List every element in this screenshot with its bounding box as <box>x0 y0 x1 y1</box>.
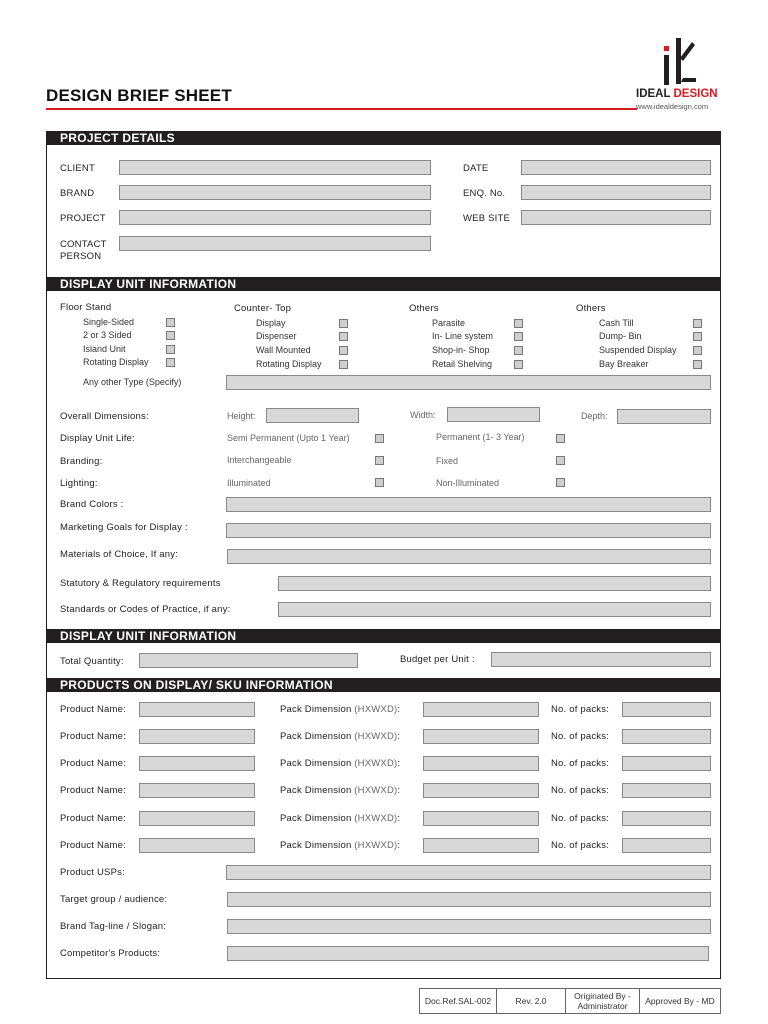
semi-permanent-label: Semi Permanent (Upto 1 Year) <box>227 433 350 443</box>
pack-dimension-field[interactable] <box>423 702 539 717</box>
other-type-label: Any other Type (Specify) <box>83 377 182 387</box>
checkbox-interchangeable[interactable] <box>375 456 384 465</box>
ideal-design-logo-icon <box>660 36 702 86</box>
option-label: Retail Shelving <box>432 359 493 369</box>
product-name-label: Product Name: <box>60 785 126 796</box>
pack-dimension-unit: (HXWXD) <box>354 813 398 824</box>
checkbox-retail-shelving[interactable] <box>514 360 523 369</box>
statutory-label: Statutory & Regulatory requirements <box>60 578 221 589</box>
logo-word-ideal: IDEAL <box>636 88 671 100</box>
height-label: Height: <box>227 411 256 421</box>
project-field[interactable] <box>119 210 431 225</box>
tagline-field[interactable] <box>227 919 711 934</box>
checkbox-parasite[interactable] <box>514 319 523 328</box>
product-name-label: Product Name: <box>60 758 126 769</box>
branding-label: Branding: <box>60 456 103 467</box>
checkbox-semi-permanent[interactable] <box>375 434 384 443</box>
checkbox-shop-in-shop[interactable] <box>514 346 523 355</box>
pack-dimension-text: Pack Dimension <box>280 704 352 715</box>
height-field[interactable] <box>266 408 359 423</box>
product-name-field[interactable] <box>139 783 255 798</box>
illuminated-label: Illuminated <box>227 478 271 488</box>
website-field[interactable] <box>521 210 711 225</box>
no-of-packs-field[interactable] <box>622 756 711 771</box>
option-label: Rotating Display <box>256 359 322 369</box>
checkbox-dispenser[interactable] <box>339 332 348 341</box>
no-of-packs-field[interactable] <box>622 783 711 798</box>
option-label: Bay Breaker <box>599 359 649 369</box>
pack-dimension-colon: : <box>397 704 401 715</box>
pack-dimension-field[interactable] <box>423 756 539 771</box>
pack-dimension-label <box>280 704 400 715</box>
total-quantity-label: Total Quantity: <box>60 656 124 667</box>
checkbox-non-illuminated[interactable] <box>556 478 565 487</box>
logo-url: www.idealdesign.com <box>636 102 709 111</box>
option-label: Dump- Bin <box>599 331 642 341</box>
originated-box: Originated By - Administrator <box>565 988 640 1014</box>
client-field[interactable] <box>119 160 431 175</box>
target-group-label: Target group / audience: <box>60 894 168 905</box>
pack-dimension-label <box>280 813 400 824</box>
checkbox-cash-till[interactable] <box>693 319 702 328</box>
pack-dimension-field[interactable] <box>423 729 539 744</box>
counter-top-header: Counter- Top <box>234 303 292 314</box>
competitors-label: Competitor's Products: <box>60 948 161 959</box>
option-label: Parasite <box>432 318 466 328</box>
overall-dimensions-label: Overall Dimensions: <box>60 411 149 422</box>
section-project-details: PROJECT DETAILS <box>47 131 721 145</box>
checkbox-permanent[interactable] <box>556 434 565 443</box>
option-label: Display <box>256 318 286 328</box>
lighting-label: Lighting: <box>60 478 98 489</box>
no-of-packs-label: No. of packs: <box>551 704 610 715</box>
pack-dimension-label <box>280 840 400 851</box>
pack-dimension-unit: (HXWXD) <box>354 731 398 742</box>
brand-label: BRAND <box>60 188 95 199</box>
pack-dimension-colon: : <box>397 758 401 769</box>
pack-dimension-unit: (HXWXD) <box>354 785 398 796</box>
no-of-packs-field[interactable] <box>622 702 711 717</box>
total-quantity-field[interactable] <box>139 653 358 668</box>
competitors-field[interactable] <box>227 946 709 961</box>
section-display-unit-info-2: DISPLAY UNIT INFORMATION <box>47 629 721 643</box>
standards-field[interactable] <box>278 602 711 617</box>
option-label: Dispenser <box>256 331 297 341</box>
checkbox-display[interactable] <box>339 319 348 328</box>
brand-colors-field[interactable] <box>226 497 711 512</box>
brand-colors-label: Brand Colors : <box>60 499 124 510</box>
doc-ref-box: Doc.Ref.SAL-002 <box>419 988 497 1014</box>
enq-field[interactable] <box>521 185 711 200</box>
client-label: CLIENT <box>60 163 95 174</box>
no-of-packs-field[interactable] <box>622 811 711 826</box>
marketing-goals-label: Marketing Goals for Display : <box>60 522 188 533</box>
budget-label: Budget per Unit : <box>400 654 475 665</box>
product-name-field[interactable] <box>139 811 255 826</box>
fixed-label: Fixed <box>436 456 459 466</box>
section-display-unit-info: DISPLAY UNIT INFORMATION <box>47 277 721 291</box>
pack-dimension-field[interactable] <box>423 811 539 826</box>
marketing-goals-field[interactable] <box>226 523 711 538</box>
pack-dimension-text: Pack Dimension <box>280 813 352 824</box>
option-label: 2 or 3 Sided <box>83 330 132 340</box>
option-label: Single-Sided <box>83 317 135 327</box>
option-label: Wall Mounted <box>256 345 311 355</box>
standards-label: Standards or Codes of Practice, if any: <box>60 604 231 615</box>
product-name-label: Product Name: <box>60 840 126 851</box>
no-of-packs-label: No. of packs: <box>551 758 610 769</box>
enq-label: ENQ. No. <box>463 188 506 199</box>
no-of-packs-field[interactable] <box>622 729 711 744</box>
product-name-field[interactable] <box>139 838 255 853</box>
pack-dimension-label <box>280 785 400 796</box>
section-products: PRODUCTS ON DISPLAY/ SKU INFORMATION <box>47 678 721 692</box>
checkbox-in-line-system[interactable] <box>514 332 523 341</box>
checkbox-floor-rotating-display[interactable] <box>166 358 175 367</box>
pack-dimension-field[interactable] <box>423 783 539 798</box>
logo-wordmark <box>636 88 718 100</box>
pack-dimension-text: Pack Dimension <box>280 758 352 769</box>
checkbox-suspended-display[interactable] <box>693 346 702 355</box>
pack-dimension-text: Pack Dimension <box>280 840 352 851</box>
checkbox-illuminated[interactable] <box>375 478 384 487</box>
others-header-2: Others <box>576 303 606 314</box>
product-name-field[interactable] <box>139 756 255 771</box>
depth-field[interactable] <box>617 409 711 424</box>
website-label: WEB SITE <box>463 213 510 224</box>
pack-dimension-unit: (HXWXD) <box>354 840 398 851</box>
date-field[interactable] <box>521 160 711 175</box>
pack-dimension-label <box>280 758 400 769</box>
checkbox-dump-bin[interactable] <box>693 332 702 341</box>
approved-box: Approved By - MD <box>639 988 721 1014</box>
no-of-packs-label: No. of packs: <box>551 840 610 851</box>
checkbox-single-sided[interactable] <box>166 318 175 327</box>
title-underline <box>46 108 637 110</box>
width-field[interactable] <box>447 407 540 422</box>
interchangeable-label: Interchangeable <box>227 455 292 465</box>
target-group-field[interactable] <box>227 892 711 907</box>
contact-label-line2: PERSON <box>60 251 102 262</box>
pack-dimension-text: Pack Dimension <box>280 785 352 796</box>
checkbox-fixed[interactable] <box>556 456 565 465</box>
floor-stand-header: Floor Stand <box>60 302 112 313</box>
pack-dimension-colon: : <box>397 813 401 824</box>
page-title: DESIGN BRIEF SHEET <box>46 86 232 105</box>
option-label: Cash Till <box>599 318 634 328</box>
no-of-packs-field[interactable] <box>622 838 711 853</box>
pack-dimension-label <box>280 731 400 742</box>
no-of-packs-label: No. of packs: <box>551 731 610 742</box>
product-usps-label: Product USPs: <box>60 867 125 878</box>
pack-dimension-colon: : <box>397 785 401 796</box>
product-name-label: Product Name: <box>60 731 126 742</box>
project-label: PROJECT <box>60 213 106 224</box>
no-of-packs-label: No. of packs: <box>551 785 610 796</box>
depth-label: Depth: <box>581 411 608 421</box>
date-label: DATE <box>463 163 489 174</box>
checkbox-2-or-3-sided[interactable] <box>166 331 175 340</box>
materials-label: Materials of Choice, If any: <box>60 549 179 560</box>
statutory-field[interactable] <box>278 576 711 591</box>
tagline-label: Brand Tag-line / Slogan: <box>60 921 167 932</box>
width-label: Width: <box>410 410 436 420</box>
others-header: Others <box>409 303 439 314</box>
checkbox-bay-breaker[interactable] <box>693 360 702 369</box>
option-label: Shop-in- Shop <box>432 345 490 355</box>
pack-dimension-field[interactable] <box>423 838 539 853</box>
revision-box: Rev. 2.0 <box>496 988 566 1014</box>
contact-person-field[interactable] <box>119 236 431 251</box>
permanent-label: Permanent (1- 3 Year) <box>436 432 525 442</box>
contact-label-line1: CONTACT <box>60 239 107 250</box>
option-label: Suspended Display <box>599 345 677 355</box>
option-label: Island Unit <box>83 344 126 354</box>
product-name-field[interactable] <box>139 702 255 717</box>
pack-dimension-unit: (HXWXD) <box>354 704 398 715</box>
product-name-field[interactable] <box>139 729 255 744</box>
option-label: Rotating Display <box>83 357 149 367</box>
checkbox-counter-rotating-display[interactable] <box>339 360 348 369</box>
pack-dimension-colon: : <box>397 840 401 851</box>
brand-field[interactable] <box>119 185 431 200</box>
unit-life-label: Display Unit Life: <box>60 433 135 444</box>
no-of-packs-label: No. of packs: <box>551 813 610 824</box>
product-name-label: Product Name: <box>60 813 126 824</box>
non-illuminated-label: Non-Illuminated <box>436 478 500 488</box>
pack-dimension-unit: (HXWXD) <box>354 758 398 769</box>
materials-field[interactable] <box>227 549 711 564</box>
product-usps-field[interactable] <box>226 865 711 880</box>
pack-dimension-text: Pack Dimension <box>280 731 352 742</box>
budget-field[interactable] <box>491 652 711 667</box>
logo-word-design: DESIGN <box>673 88 718 100</box>
checkbox-island-unit[interactable] <box>166 345 175 354</box>
option-label: In- Line system <box>432 331 494 341</box>
pack-dimension-colon: : <box>397 731 401 742</box>
product-name-label: Product Name: <box>60 704 126 715</box>
other-type-field[interactable] <box>226 375 711 390</box>
checkbox-wall-mounted[interactable] <box>339 346 348 355</box>
